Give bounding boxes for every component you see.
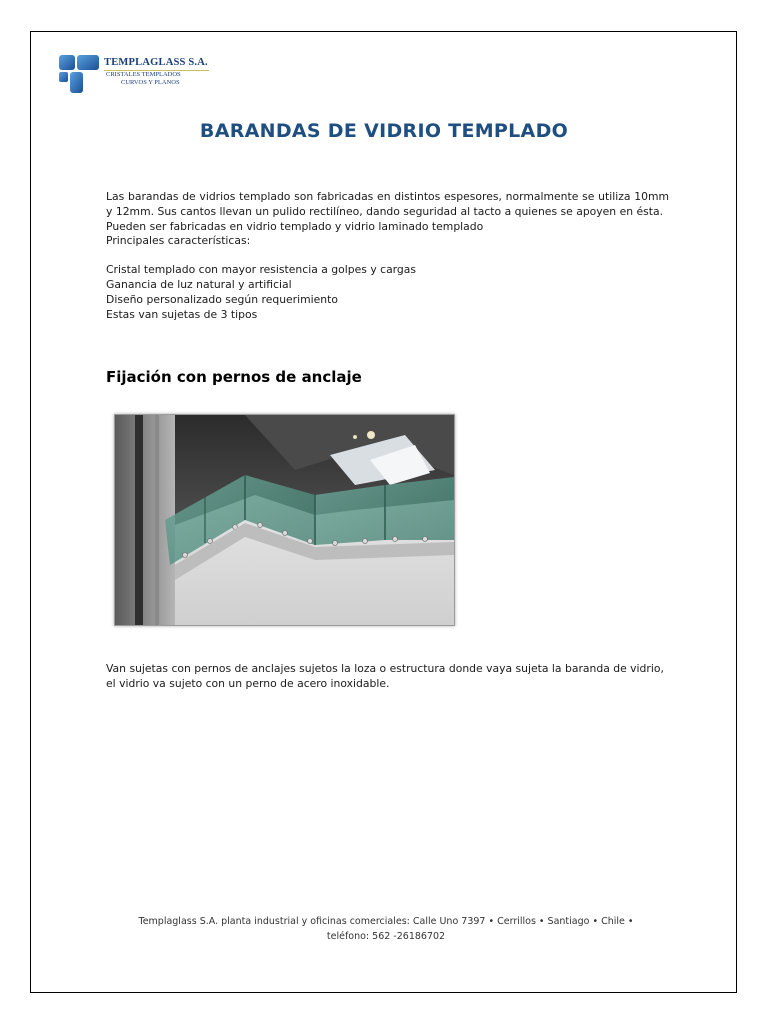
glass-railing-photo — [114, 414, 455, 626]
intro-section — [106, 190, 669, 322]
intro-line-3: Principales características: — [106, 234, 251, 248]
company-logo — [58, 53, 228, 97]
page-footer — [108, 914, 664, 944]
feature-item: Cristal templado con mayor resistencia a golpes y cargas — [106, 263, 417, 277]
logo-tagline-1: CRISTALES TEMPLADOS — [106, 71, 181, 78]
section-caption: Van sujetas con pernos de anclajes sujetos la loza o estructura donde vaya sujeta la baranda de vidrio, el vidrio va sujeto con un perno de acero inoxidable. — [106, 662, 664, 690]
section-heading: Fijación con pernos de anclaje — [106, 368, 362, 386]
page-title: BARANDAS DE VIDRIO TEMPLADO — [199, 120, 569, 142]
logo-tagline-2: CURVOS Y PLANOS — [121, 79, 180, 86]
feature-item: Ganancia de luz natural y artificial — [106, 277, 292, 291]
intro-line-2: Pueden ser fabricadas en vidrio templado y vidrio laminado templado — [106, 219, 484, 233]
feature-item: Diseño personalizado según requerimiento — [106, 292, 338, 306]
intro-paragraph: Las barandas de vidrios templado son fabricadas en distintos espesores, normalmente se utiliza 10mm y 12mm. Sus cantos llevan un pulido rectilíneo, dando seguridad al tacto a quienes se apoyen en ésta. — [106, 190, 669, 218]
footer-address: Templaglass S.A. planta industrial y oficinas comerciales: Calle Uno 7397 • Cerrillos • Santiago • Chile • — [138, 916, 634, 927]
footer-phone: teléfono: 562 -26186702 — [326, 931, 446, 942]
feature-item: Estas van sujetas de 3 tipos — [106, 307, 258, 321]
logo-brand-name: TEMPLAGLASS S.A. — [104, 57, 208, 68]
logo-mark-icon — [58, 53, 100, 95]
